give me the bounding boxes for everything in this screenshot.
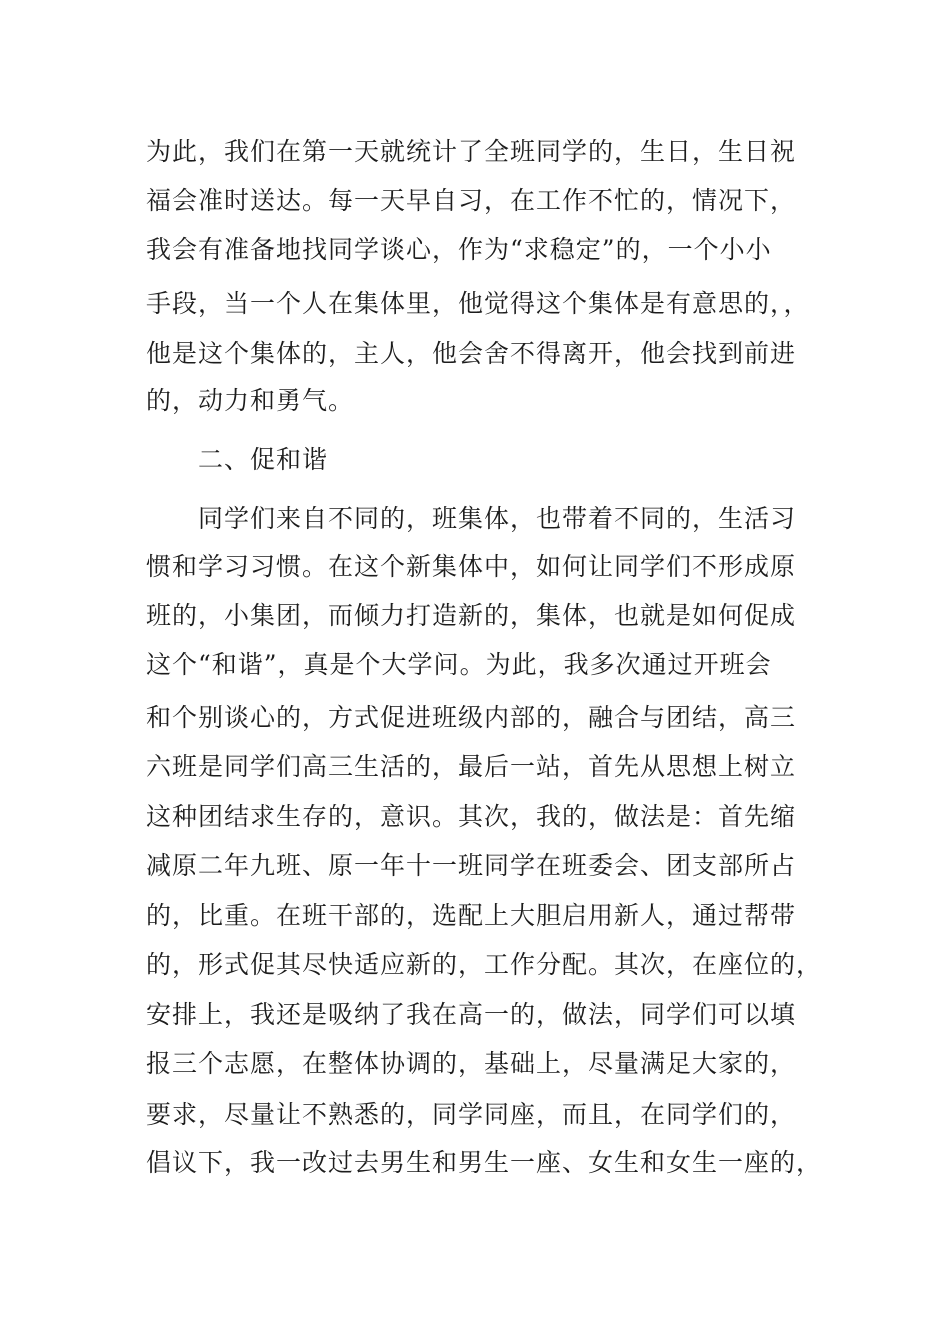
text-line: 和个别谈心的，方式促进班级内部的，融合与团结，高三 bbox=[146, 703, 797, 732]
text-line: 惯和学习习惯。在这个新集体中，如何让同学们不形成原 bbox=[146, 552, 797, 581]
text-line: 六班是同学们高三生活的，最后一站，首先从思想上树立 bbox=[146, 752, 797, 781]
text-line: 要求，尽量让不熟悉的，同学同座，而且，在同学们的， bbox=[146, 1100, 797, 1129]
text-line: 的，比重。在班干部的，选配上大胆启用新人，通过帮带 bbox=[146, 901, 797, 930]
text-line: 的，动力和勇气。 bbox=[146, 386, 355, 415]
text-line: 这个“和谐”，真是个大学问。为此，我多次通过开班会 bbox=[146, 650, 772, 679]
text-line: 的，形式促其尽快适应新的，工作分配。其次，在座位的， bbox=[146, 950, 823, 979]
text-line: 为此，我们在第一天就统计了全班同学的，生日，生日祝 bbox=[146, 137, 797, 166]
text-line: 安排上，我还是吸纳了我在高一的，做法，同学们可以填 bbox=[146, 1000, 797, 1029]
text-line: 这种团结求生存的，意识。其次，我的，做法是：首先缩 bbox=[146, 802, 797, 831]
text-line: 手段，当一个人在集体里，他觉得这个集体是有意思的，， bbox=[146, 289, 810, 318]
text-line: 我会有准备地找同学谈心，作为“求稳定”的，一个小小 bbox=[146, 235, 772, 264]
text-line: 同学们来自不同的，班集体，也带着不同的，生活习 bbox=[198, 504, 797, 533]
text-line: 减原二年九班、原一年十一班同学在班委会、团支部所占 bbox=[146, 851, 797, 880]
text-line: 报三个志愿，在整体协调的，基础上，尽量满足大家的， bbox=[146, 1049, 797, 1078]
section-heading: 二、促和谐 bbox=[198, 445, 329, 474]
text-line: 倡议下，我一改过去男生和男生一座、女生和女生一座的， bbox=[146, 1148, 823, 1177]
text-line: 班的，小集团，而倾力打造新的，集体，也就是如何促成 bbox=[146, 601, 797, 630]
text-line: 福会准时送达。每一天早自习，在工作不忙的，情况下， bbox=[146, 186, 797, 215]
text-line: 他是这个集体的，主人，他会舍不得离开，他会找到前进 bbox=[146, 339, 797, 368]
